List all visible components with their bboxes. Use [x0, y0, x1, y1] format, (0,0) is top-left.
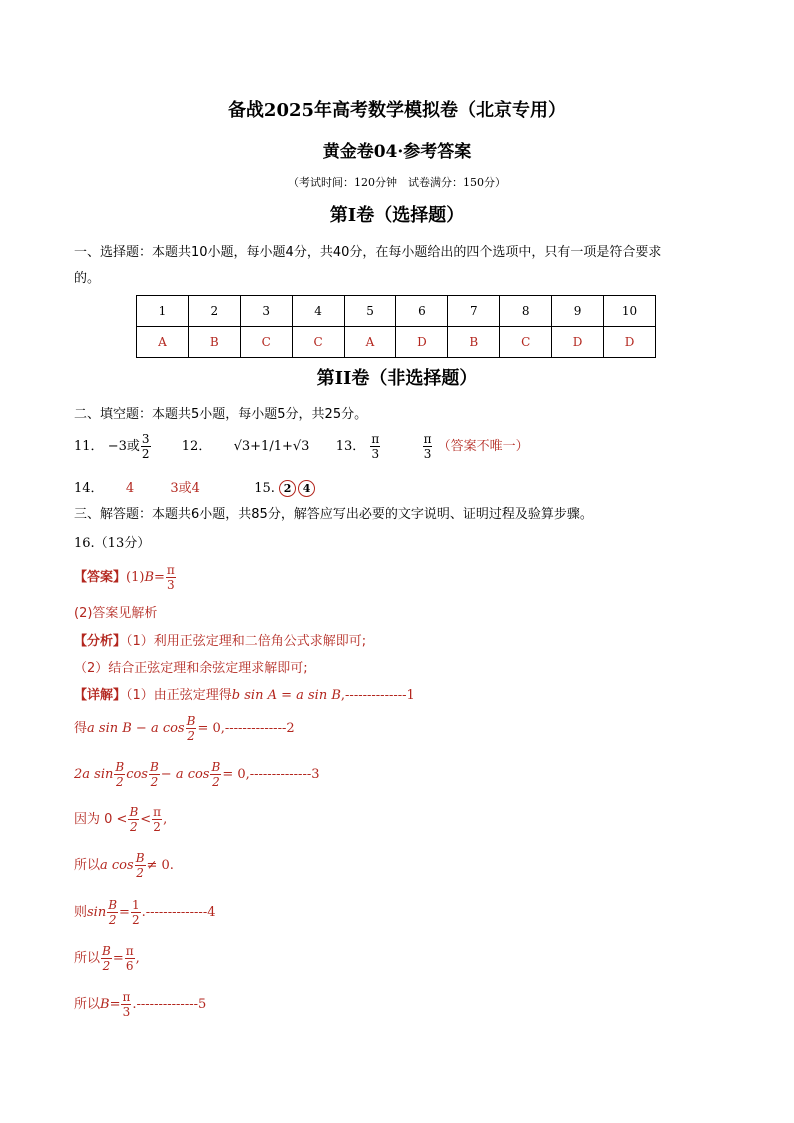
answer-table-numbers-row	[137, 296, 656, 327]
answer-table	[136, 295, 656, 358]
math-expr: a sin B − a cos	[87, 721, 185, 736]
math-op: <	[140, 812, 152, 827]
q14-answer-2: 3或4	[170, 481, 200, 496]
fraction-numerator: π	[423, 432, 432, 446]
math-var: B	[100, 997, 110, 1012]
table-cell: D	[552, 327, 604, 358]
fraction-denominator: 2	[150, 775, 159, 789]
q15-label: 15.	[254, 481, 275, 496]
table-cell: 8	[500, 296, 552, 327]
analysis-line1	[74, 630, 366, 649]
table-cell: B	[448, 327, 500, 358]
math-eq: = 0	[222, 767, 246, 782]
step-marker: .--------------5	[132, 997, 207, 1012]
step-marker: .--------------4	[141, 905, 216, 920]
math-eq: =	[109, 997, 121, 1012]
fraction-numerator: 3	[141, 432, 150, 446]
fraction	[121, 990, 131, 1019]
table-cell: C	[500, 327, 552, 358]
q12-label: 12．	[181, 439, 212, 454]
answer-tag: 【答案】	[74, 570, 127, 585]
fraction	[152, 805, 162, 834]
step-marker: ,--------------2	[220, 721, 295, 736]
answer-part1-fraction	[166, 563, 176, 592]
q15-circled-answer-2: 4	[298, 480, 315, 497]
fraction	[128, 805, 139, 834]
table-cell: C	[292, 327, 344, 358]
line-prefix: 因为 0 <	[74, 812, 128, 827]
math-expr: 2a sin	[74, 767, 114, 782]
q12-answer: √3+1/1+√3	[233, 439, 310, 454]
fraction-numerator: B	[115, 760, 125, 774]
math-eq: =	[119, 905, 130, 920]
detail-text: （1）由正弦定理得	[126, 688, 232, 703]
fraction	[135, 851, 146, 880]
fraction-numerator: π	[166, 563, 175, 577]
punctuation: ,	[135, 951, 140, 966]
fraction-denominator: 2	[130, 820, 138, 834]
fraction-numerator: B	[211, 760, 221, 774]
q16-label: 16.（13分）	[74, 536, 151, 551]
fraction-denominator: 2	[153, 820, 161, 834]
fraction	[186, 714, 197, 743]
fraction-numerator: π	[371, 432, 380, 446]
fraction-numerator: B	[186, 714, 196, 728]
q13-label: 13．	[335, 439, 366, 454]
fraction-denominator: 3	[167, 578, 175, 592]
line-prefix: 所以	[74, 951, 101, 966]
analysis-tag: 【分析】	[74, 634, 127, 649]
section-2-title: 第II卷（非选择题）	[316, 368, 478, 389]
q13-fraction-1	[370, 432, 380, 461]
derivation-line5	[74, 851, 174, 880]
fraction-numerator: B	[135, 851, 145, 865]
choice-intro-line2: 的。	[74, 271, 101, 286]
table-cell: 3	[240, 296, 292, 327]
fraction-numerator: B	[102, 944, 111, 958]
answer-part2: (2)答案见解析	[74, 606, 158, 621]
fraction-denominator: 6	[125, 959, 134, 973]
exam-info: （考试时间：120分钟 试卷满分：150分）	[288, 176, 506, 189]
q14-label: 14．	[74, 481, 104, 496]
table-cell: 1	[137, 296, 189, 327]
q15-circled-answer-1: 2	[279, 480, 296, 497]
fraction-denominator: 3	[423, 447, 432, 461]
document-title: 备战2025年高考数学模拟卷（北京专用）	[227, 100, 567, 121]
line-prefix: 所以	[74, 858, 101, 873]
fill-answers-14-15	[74, 477, 317, 497]
q16-answer-line	[74, 563, 177, 592]
q11-label: 11．	[74, 439, 104, 454]
detail-line1	[74, 684, 415, 703]
fraction-numerator: B	[108, 898, 118, 912]
fraction-numerator: π	[125, 944, 134, 958]
step-marker: ,--------------3	[245, 767, 320, 782]
table-cell: 5	[344, 296, 396, 327]
fraction	[125, 944, 135, 973]
fraction	[149, 760, 160, 789]
fraction	[210, 760, 221, 789]
fraction-denominator: 2	[102, 959, 111, 973]
table-cell: A	[344, 327, 396, 358]
table-cell: B	[188, 327, 240, 358]
line-prefix: 则	[74, 905, 88, 920]
q11-fraction	[141, 432, 151, 461]
section-1-title: 第I卷（选择题）	[329, 205, 465, 226]
fraction-denominator: 3	[122, 1005, 131, 1019]
fraction-numerator: π	[122, 990, 131, 1004]
fraction-numerator: B	[129, 805, 139, 819]
table-cell: D	[396, 327, 448, 358]
line-prefix: 所以	[74, 997, 101, 1012]
fill-answers-11-13	[74, 432, 529, 461]
q11-answer: −3或	[107, 439, 140, 454]
solve-intro: 三、解答题：本题共6小题，共85分，解答应写出必要的文字说明、证明过程及验算步骤。	[74, 507, 593, 522]
answer-part1-prefix: (1)	[126, 570, 145, 585]
table-cell: A	[137, 327, 189, 358]
table-cell: 9	[552, 296, 604, 327]
fraction-denominator: 2	[136, 866, 144, 880]
derivation-line7	[74, 944, 140, 973]
fraction	[131, 898, 141, 927]
answer-table-answers-row	[137, 327, 656, 358]
fraction-denominator: 3	[371, 447, 380, 461]
derivation-line4	[74, 805, 167, 834]
derivation-line8	[74, 990, 206, 1019]
document-subtitle: 黄金卷04·参考答案	[322, 142, 472, 162]
q13-fraction-2	[423, 432, 433, 461]
math-expr: a cos	[100, 858, 134, 873]
fraction	[101, 944, 112, 973]
detail-tag: 【详解】	[74, 688, 127, 703]
punctuation: ,	[163, 812, 168, 827]
table-cell: 2	[188, 296, 240, 327]
derivation-line6	[74, 898, 216, 927]
math-expr: sin	[87, 905, 107, 920]
detail-math: b sin A = a sin B	[231, 688, 341, 703]
derivation-line3	[74, 760, 320, 789]
table-cell: D	[604, 327, 656, 358]
line-prefix: 得	[74, 721, 88, 736]
table-cell: 10	[604, 296, 656, 327]
fraction-numerator: B	[149, 760, 159, 774]
math-eq: = 0	[197, 721, 221, 736]
step-marker: ,--------------1	[340, 688, 415, 703]
fraction-denominator: 2	[108, 913, 117, 927]
answer-part1-eq: =	[154, 570, 165, 585]
fraction	[114, 760, 125, 789]
derivation-line2	[74, 714, 295, 743]
answer-part1-var: B	[144, 570, 154, 585]
fraction-denominator: 2	[131, 913, 140, 927]
q14-answer-1: 4	[125, 481, 135, 496]
fraction-denominator: 2	[115, 775, 124, 789]
analysis-line2: （2）结合正弦定理和余弦定理求解即可;	[74, 661, 308, 676]
fraction-denominator: 2	[212, 775, 220, 789]
table-cell: C	[240, 327, 292, 358]
table-cell: 6	[396, 296, 448, 327]
math-eq: =	[112, 951, 124, 966]
math-expr: cos	[126, 767, 148, 782]
table-cell: 4	[292, 296, 344, 327]
fill-intro: 二、填空题：本题共5小题，每小题5分，共25分。	[74, 407, 368, 422]
fraction-denominator: 2	[141, 447, 150, 461]
choice-intro-line1: 一、选择题：本题共10小题，每小题4分，共40分，在每小题给出的四个选项中，只有一项是符合要求	[74, 245, 662, 260]
fraction-denominator: 2	[187, 729, 195, 743]
table-cell: 7	[448, 296, 500, 327]
q13-note: （答案不唯一）	[437, 439, 529, 454]
fraction-numerator: 1	[131, 898, 140, 912]
analysis-text-1: （1）利用正弦定理和二倍角公式求解即可;	[126, 634, 367, 649]
fraction	[107, 898, 118, 927]
math-expr: ≠ 0.	[146, 858, 174, 873]
fraction-numerator: π	[153, 805, 162, 819]
math-expr: − a cos	[160, 767, 210, 782]
